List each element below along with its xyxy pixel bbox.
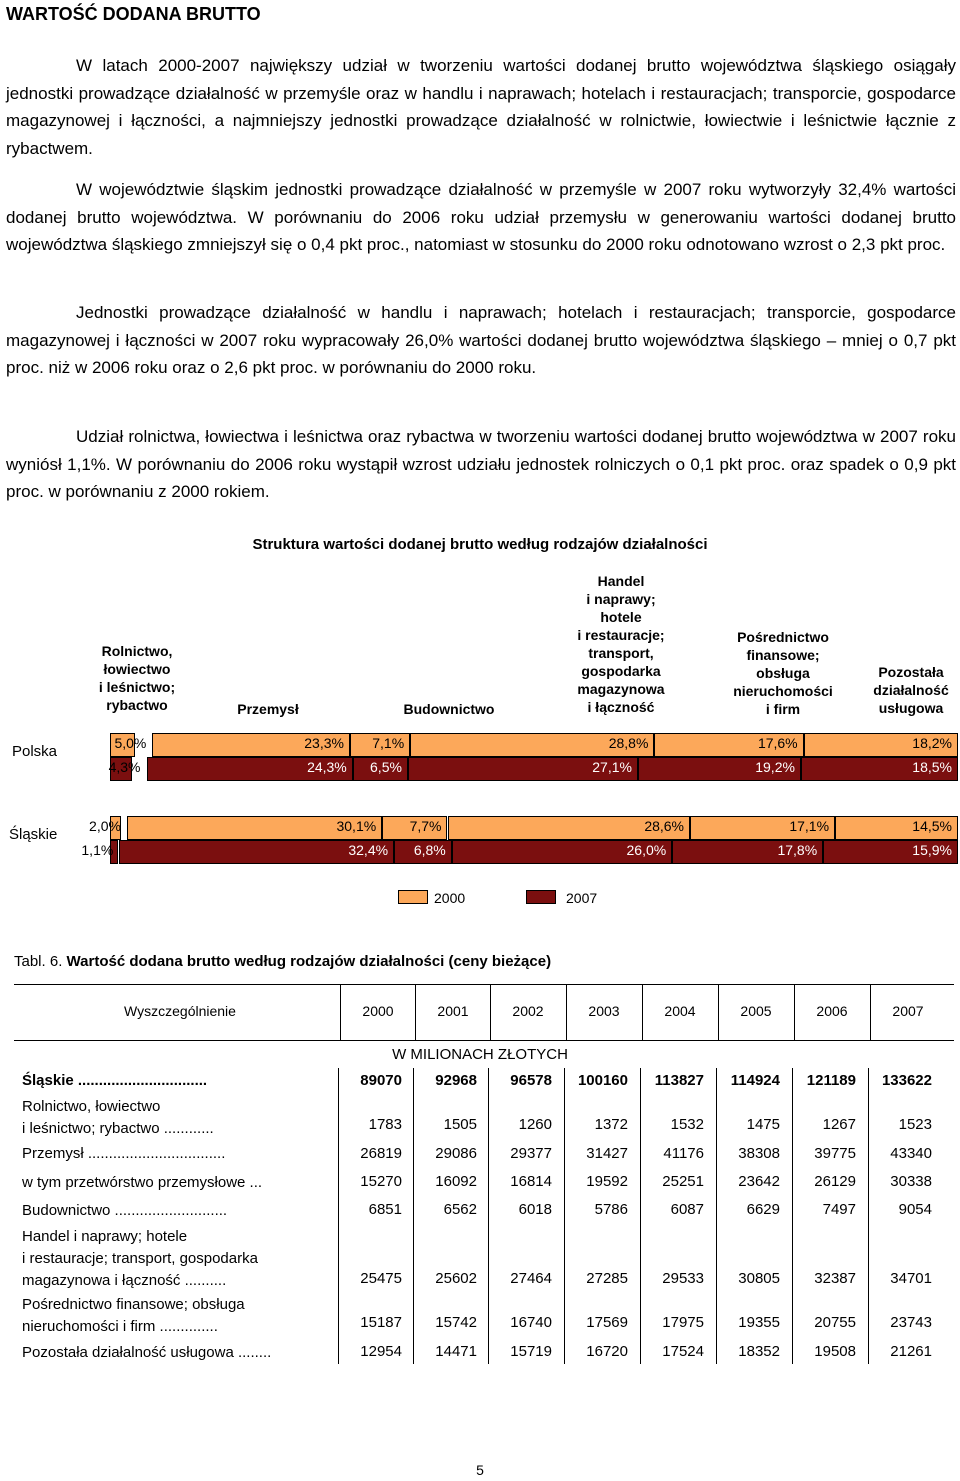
paragraph-1: [6, 52, 956, 162]
table-cell: 1267: [822, 1116, 856, 1133]
header-wyszczegolnienie: Wyszczególnienie: [124, 1003, 236, 1019]
table-cell: 114924: [730, 1072, 780, 1089]
bar-value-label: 17,1%: [789, 818, 830, 834]
table-vline: [566, 984, 567, 1040]
header-year: 2000: [362, 1003, 394, 1019]
table-cell: 25251: [662, 1173, 704, 1190]
page-number: 5: [476, 1462, 484, 1478]
table-cell: 100160: [577, 1072, 628, 1089]
table-cell: 92968: [435, 1072, 477, 1089]
table-cell: 1475: [746, 1116, 780, 1133]
table-vline: [870, 984, 871, 1040]
table-cell: 89070: [360, 1072, 402, 1089]
table-cell: 34701: [890, 1270, 932, 1287]
table-row-label: Handel i naprawy; hotele i restauracje; transport, gospodarka magazynowa i łączność ..........: [22, 1228, 258, 1289]
table-cell: 16092: [435, 1173, 477, 1190]
header-year: 2003: [588, 1003, 620, 1019]
table-cell: 17569: [586, 1314, 628, 1331]
bar-segment: [89, 816, 127, 840]
bar-value-label: 7,1%: [372, 735, 405, 751]
bar-value-label: 14,5%: [912, 818, 952, 834]
bar-segment: [127, 816, 382, 840]
bar-segment: [835, 816, 958, 840]
table-vline: [490, 984, 491, 1040]
bar-value-label: 18,2%: [912, 735, 952, 751]
table-cell: 19508: [814, 1343, 856, 1360]
table-cell: 41176: [663, 1145, 704, 1162]
bar-value-label: 27,1%: [592, 759, 632, 775]
table-cell: 26819: [360, 1145, 402, 1162]
bar-value-label: 4,3%: [108, 759, 141, 775]
table-row-label: Pozostała działalność usługowa ........: [22, 1344, 272, 1361]
table-cell: 17524: [662, 1343, 704, 1360]
table-cell: 27464: [510, 1270, 552, 1287]
chart-title: Struktura wartości dodanej brutto według rodzajów działalności: [252, 536, 708, 553]
table-cell: 14471: [435, 1343, 477, 1360]
header-year: 2004: [664, 1003, 696, 1019]
bar-value-label: 2,0%: [89, 818, 121, 834]
table-cell: 43340: [890, 1145, 932, 1162]
bar-segment: [672, 840, 823, 864]
header-year: 2001: [437, 1003, 469, 1019]
bar-value-label: 6,8%: [413, 842, 446, 858]
table-cell: 19355: [738, 1314, 780, 1331]
table-row-label: Budownictwo ...........................: [22, 1202, 228, 1219]
row-label-polska: Polska: [12, 743, 58, 760]
category-label: Pośrednictwo finansowe; obsługa nieruchomości i firm: [733, 629, 833, 717]
category-label: Handel i naprawy; hotele i restauracje; transport, gospodarka magazynowa i łączność: [577, 573, 665, 715]
table-row-label: w tym przetwórstwo przemysłowe ...: [22, 1174, 263, 1191]
table-cell: 15270: [360, 1173, 402, 1190]
table-cell: 19592: [586, 1173, 628, 1190]
bar-value-label: 5,0%: [114, 735, 147, 751]
table-vline: [415, 984, 416, 1040]
table-cell: 121189: [806, 1072, 856, 1089]
table-cell: 15719: [510, 1343, 552, 1360]
paragraph-4-text: Udział rolnictwa, łowiectwa i leśnictwa oraz rybactwa w tworzeniu wartości dodanej brutto województwa w 2007 roku wyniósł 1,1%. W porównaniu do 2006 roku wystąpił wzrost udziału jednostek rolniczych o 0,1 pkt proc. oraz spadek o 0,9 pkt proc. w porównaniu z 2000 rokiem.: [6, 427, 956, 502]
bar-segment: [638, 757, 801, 781]
bar-segment: [350, 733, 410, 757]
table-cell: 25602: [435, 1270, 477, 1287]
paragraph-2-text: W województwie śląskim jednostki prowadzące działalność w przemyśle w 2007 roku wytworzyły 32,4% wartości dodanej brutto województwa. W porównaniu do 2006 roku udział przemysłu w generowaniu wartości dodanej brutto województwa śląskiego zmniejszył się o 0,4 pkt proc., natomiast w stosunku do 2000 roku odnotowano wzrost o 2,3 pkt proc.: [6, 180, 956, 255]
table-cell: 1783: [368, 1116, 402, 1133]
paragraph-1-text: W latach 2000-2007 największy udział w tworzeniu wartości dodanej brutto województwa śląskiego osiągały jednostki prowadzące działalność w przemyśle oraz w handlu i naprawach; hotelach i restauracjach; transporcie, gospodarce magazynowej i łączności, a najmniejszy jednostki prowadzące działalność w rolnictwie, łowiectwie i leśnictwie łącznie z rybactwem.: [6, 56, 956, 158]
legend-swatch-2000: [398, 890, 428, 904]
table-cell: 23743: [890, 1314, 932, 1331]
table-cell: 113827: [654, 1072, 704, 1089]
header-year: 2007: [892, 1003, 924, 1019]
table-caption: [14, 953, 551, 970]
bar-segment: [152, 733, 350, 757]
table-cell: 29086: [435, 1145, 477, 1162]
table-cell: 30338: [890, 1173, 932, 1190]
bar-segment: [823, 840, 958, 864]
paragraph-3: [6, 299, 956, 382]
bar-segment: [147, 757, 353, 781]
table-caption-prefix: Tabl. 6.: [14, 953, 63, 970]
bar-segment: [81, 840, 119, 864]
table-caption-title: Wartość dodana brutto według rodzajów działalności (ceny bieżące): [66, 953, 552, 970]
table-cell: 1372: [594, 1116, 628, 1133]
table-cell: 31427: [586, 1145, 628, 1162]
header-year: 2005: [740, 1003, 772, 1019]
table-cell: 96578: [510, 1072, 552, 1089]
category-label: Przemysł: [237, 701, 299, 717]
bar-value-label: 6,5%: [370, 759, 402, 775]
bar-value-label: 30,1%: [336, 818, 377, 834]
table-cell: 133622: [881, 1072, 932, 1089]
table-cell: 6851: [368, 1201, 402, 1218]
unit-label: W MILIONACH ZŁOTYCH: [392, 1046, 568, 1063]
row-label-śląskie: Śląskie: [9, 826, 58, 843]
table-row-label: Pośrednictwo finansowe; obsługa nieruchomości i firm ..............: [22, 1296, 245, 1335]
table-cell: 18352: [738, 1343, 780, 1360]
table-cell: 15187: [360, 1314, 402, 1331]
table-cell: 16814: [510, 1173, 552, 1190]
bar-segment: [353, 757, 408, 781]
bar-segment: [804, 733, 958, 757]
table-cell: 20755: [814, 1314, 856, 1331]
table-cell: 5786: [594, 1201, 628, 1218]
bar-segment: [801, 757, 958, 781]
legend-swatch-2007: [526, 890, 556, 904]
table-cell: 32387: [814, 1270, 856, 1287]
bar-segment: [448, 816, 691, 840]
table-cell: 29377: [510, 1145, 552, 1162]
bar-value-label: 17,6%: [757, 735, 798, 751]
legend-label-2000: 2000: [434, 890, 466, 906]
table-cell: 12954: [360, 1343, 402, 1360]
legend-label-2007: 2007: [566, 890, 598, 906]
bar-value-label: 32,4%: [348, 842, 389, 858]
bar-value-label: 19,2%: [755, 759, 795, 775]
bar-value-label: 28,8%: [608, 735, 649, 751]
page-heading: WARTOŚĆ DODANA BRUTTO: [6, 4, 261, 24]
table-row-label: Rolnictwo, łowiectwo i leśnictwo; rybactwo ............: [22, 1098, 214, 1137]
table-cell: 6629: [746, 1201, 780, 1218]
bar-value-label: 15,9%: [912, 842, 952, 858]
table-rule: [14, 1040, 954, 1041]
table-cell: 30805: [738, 1270, 780, 1287]
header-year: 2002: [512, 1003, 544, 1019]
category-label: Pozostała działalność usługowa: [873, 664, 949, 716]
table-vline: [718, 984, 719, 1040]
table-cell: 39775: [814, 1145, 856, 1162]
table-vline: [340, 984, 341, 1040]
table-vline: [794, 984, 795, 1040]
table-rule: [14, 984, 954, 985]
table-cell: 1260: [518, 1116, 552, 1133]
header-year: 2006: [816, 1003, 848, 1019]
paragraph-4: [6, 423, 956, 506]
bar-value-label: 7,7%: [409, 818, 442, 834]
table-row-label: Śląskie ...............................: [22, 1072, 208, 1089]
table-cell: 1532: [670, 1116, 704, 1133]
bar-segment: [382, 816, 447, 840]
bar-value-label: 23,3%: [304, 735, 344, 751]
bar-segment: [110, 733, 152, 757]
bar-value-label: 26,0%: [626, 842, 667, 858]
bar-segment: [394, 840, 452, 864]
bar-segment: [119, 840, 394, 864]
bar-segment: [654, 733, 803, 757]
bar-segment: [110, 757, 147, 781]
table-cell: 38308: [738, 1145, 780, 1162]
table-cell: 27285: [586, 1270, 628, 1287]
bar-value-label: 18,5%: [912, 759, 952, 775]
table-cell: 7497: [822, 1201, 856, 1218]
bar-segment: [690, 816, 835, 840]
table-cell: 16740: [510, 1314, 552, 1331]
bar-value-label: 28,6%: [644, 818, 685, 834]
table-cell: 16720: [586, 1343, 628, 1360]
bar-value-label: 1,1%: [81, 842, 114, 858]
paragraph-3-text: Jednostki prowadzące działalność w handlu i naprawach; hotelach i restauracjach; transporcie, gospodarce magazynowej i łączności w 2007 roku wypracowały 26,0% wartości dodanej brutto województwa śląskiego – mniej o 0,7 pkt proc. niż w 2006 roku oraz o 2,6 pkt proc. w porównaniu do 2000 roku.: [6, 303, 956, 378]
table-cell: 26129: [814, 1173, 856, 1190]
table-vline: [642, 984, 643, 1040]
bar-segment: [408, 757, 638, 781]
table-cell: 1523: [898, 1116, 932, 1133]
table-row-label: Przemysł .................................: [22, 1145, 226, 1162]
table-cell: 6018: [518, 1201, 552, 1218]
table-cell: 9054: [898, 1201, 932, 1218]
bar-value-label: 17,8%: [777, 842, 818, 858]
table-cell: 29533: [662, 1270, 704, 1287]
table-cell: 6562: [443, 1201, 477, 1218]
bar-segment: [452, 840, 672, 864]
table-cell: 21261: [890, 1343, 932, 1360]
category-label: Budownictwo: [403, 701, 495, 717]
table-cell: 6087: [670, 1201, 704, 1218]
bar-value-label: 24,3%: [307, 759, 347, 775]
table-cell: 15742: [435, 1314, 477, 1331]
category-label: Rolnictwo, łowiectwo i leśnictwo; rybactwo: [98, 643, 176, 713]
bar-segment: [410, 733, 654, 757]
table-cell: 23642: [738, 1173, 780, 1190]
table-cell: 1505: [443, 1116, 477, 1133]
table-cell: 25475: [360, 1270, 402, 1287]
table-cell: 17975: [662, 1314, 704, 1331]
paragraph-2: [6, 176, 956, 259]
